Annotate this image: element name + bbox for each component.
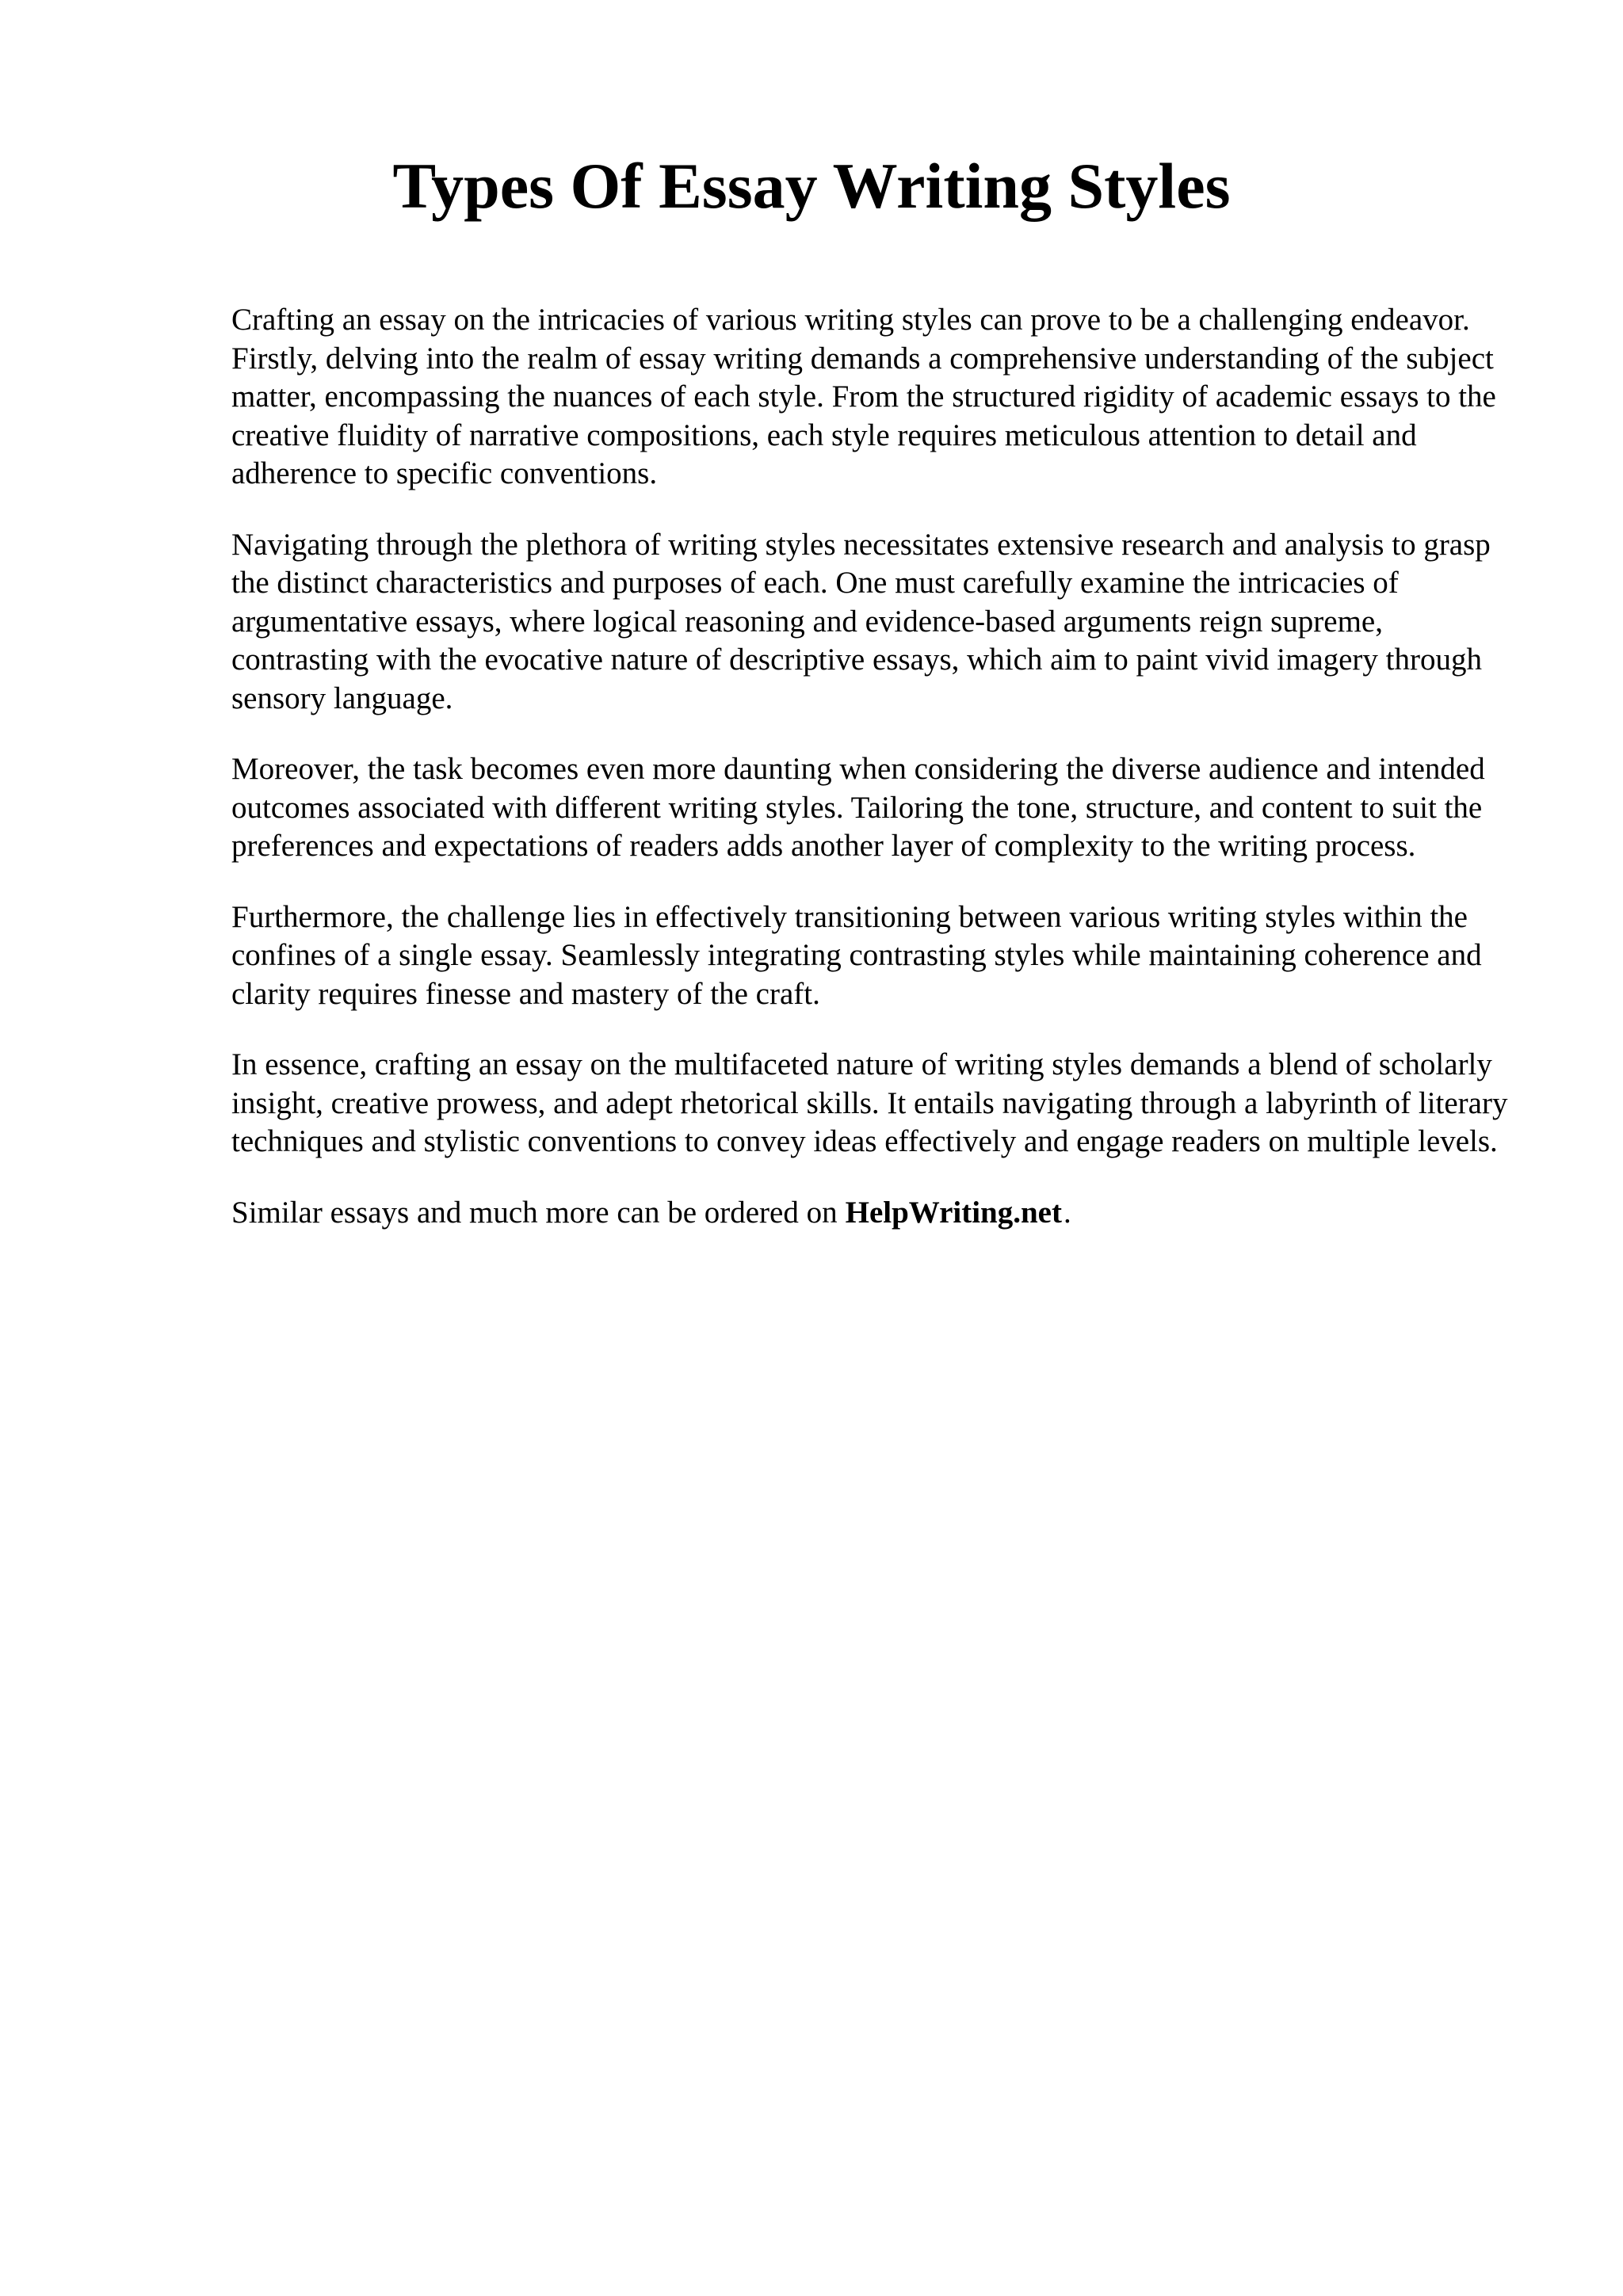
- closing-suffix: .: [1063, 1195, 1071, 1230]
- paragraph-2: Navigating through the plethora of writing styles necessitates extensive research and analysis to grasp the distinct characteristics and purposes of each. One must carefully examine the intricacies of argumentative essays, where logical reasoning and evidence-based arguments reign supreme, contrasting with the evocative nature of descriptive essays, which aim to paint vivid imagery through sensory language.: [231, 527, 1491, 715]
- paragraph-1: Crafting an essay on the intricacies of various writing styles can prove to be a challenging endeavor. Firstly, delving into the realm of essay writing demands a comprehensive understanding of the subject matter, encompassing the nuances of each style. From the structured rigidity of academic essays to the creative fluidity of narrative compositions, each style requires meticulous attention to detail and adherence to specific conventions.: [231, 303, 1496, 490]
- paragraph-4: Furthermore, the challenge lies in effectively transitioning between various writing styles within the confines of a single essay. Seamlessly integrating contrasting styles while maintaining coherence and clarity requires finesse and mastery of the craft.: [231, 899, 1482, 1011]
- helpwriting-link[interactable]: HelpWriting.net: [845, 1195, 1062, 1230]
- document-title: Types Of Essay Writing Styles: [392, 150, 1231, 222]
- closing-line: [231, 1194, 1515, 1233]
- paragraph-5: In essence, crafting an essay on the multifaceted nature of writing styles demands a blend of scholarly insight, creative prowess, and adept rhetorical skills. It entails navigating through a labyrinth of literary techniques and stylistic conventions to convey ideas effectively and engage readers on multiple levels.: [231, 1047, 1508, 1158]
- closing-prefix: Similar essays and much more can be ordered on: [231, 1195, 838, 1230]
- document-body: [231, 301, 1515, 1264]
- paragraph-3: Moreover, the task becomes even more daunting when considering the diverse audience and intended outcomes associated with different writing styles. Tailoring the tone, structure, and content to suit the preferences and expectations of readers adds another layer of complexity to the writing process.: [231, 752, 1485, 863]
